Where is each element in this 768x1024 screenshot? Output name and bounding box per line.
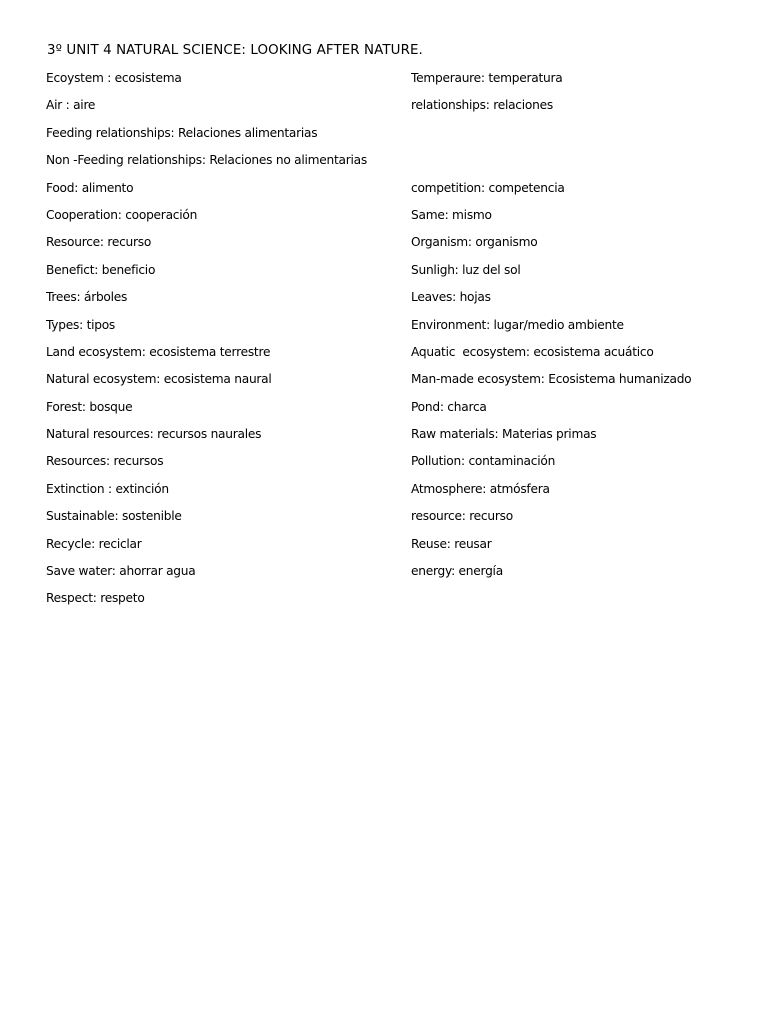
vocabulary-entry-left: Natural ecosystem: ecosistema naural [46,372,272,387]
vocabulary-entry-left: Food: alimento [46,180,134,195]
vocabulary-entry-left: Benefict: beneficio [46,262,156,277]
vocabulary-entry-left: Cooperation: cooperación [46,207,198,222]
vocabulary-entry-right: Raw materials: Materias primas [411,427,597,442]
vocabulary-entry-left: Sustainable: sostenible [46,509,182,524]
vocabulary-entry-right: Temperaure: temperatura [411,71,563,85]
vocabulary-row [46,261,746,288]
vocabulary-row [46,507,746,534]
vocabulary-entry-left: Respect: respeto [46,591,145,606]
vocabulary-row [46,370,746,397]
vocabulary-entry-right: Organism: organismo [411,235,538,250]
vocabulary-row [46,124,746,151]
vocabulary-row [46,316,746,343]
vocabulary-entry-right: Atmosphere: atmósfera [411,481,550,496]
vocabulary-row [46,535,746,562]
vocabulary-row [46,425,746,452]
vocabulary-entry-left: Non -Feeding relationships: Relaciones no alimentarias [46,153,367,168]
vocabulary-entry-right: Reuse: reusar [411,536,492,551]
vocabulary-row [46,151,746,178]
vocabulary-row [46,589,746,616]
vocabulary-row [46,452,746,479]
vocabulary-entry-right: relationships: relaciones [411,98,553,113]
vocabulary-entry-right: Aquatic ecosystem: ecosistema acuático [411,344,654,359]
vocabulary-entry-right: Leaves: hojas [411,290,491,305]
vocabulary-entry-left: Air : aire [46,98,96,113]
vocabulary-entry-left: Feeding relationships: Relaciones alimentarias [46,125,318,140]
vocabulary-entry-right: energy: energía [411,564,503,579]
vocabulary-row [46,343,746,370]
vocabulary-entry-right: Man-made ecosystem: Ecosistema humanizado [411,372,692,387]
vocabulary-row [46,179,746,206]
vocabulary-entry-right: Pond: charca [411,399,487,414]
vocabulary-row [46,480,746,507]
vocabulary-row [46,233,746,260]
vocabulary-entry-left: Resources: recursos [46,454,164,469]
vocabulary-entry-right: Same: mismo [411,207,492,222]
vocabulary-entry-left: Types: tipos [46,317,116,332]
vocabulary-list [46,69,746,617]
vocabulary-row [46,96,746,123]
vocabulary-entry-right: Sunligh: luz del sol [411,262,521,277]
vocabulary-entry-left: Resource: recurso [46,235,152,250]
vocabulary-entry-left: Land ecosystem: ecosistema terrestre [46,344,271,359]
vocabulary-entry-left: Extinction : extinción [46,481,169,496]
document-title: 3º UNIT 4 NATURAL SCIENCE: LOOKING AFTER NATURE. [47,43,423,58]
vocabulary-row [46,398,746,425]
vocabulary-entry-left: Forest: bosque [46,399,133,414]
vocabulary-entry-left: Trees: árboles [46,290,128,305]
vocabulary-entry-left: Recycle: reciclar [46,536,142,551]
vocabulary-entry-right: competition: competencia [411,180,565,195]
vocabulary-entry-left: Natural resources: recursos naurales [46,427,262,442]
vocabulary-row [46,69,746,96]
vocabulary-row [46,206,746,233]
vocabulary-row [46,562,746,589]
vocabulary-entry-left: Ecoystem : ecosistema [46,71,182,85]
vocabulary-entry-right: resource: recurso [411,509,513,524]
vocabulary-row [46,288,746,315]
vocabulary-entry-right: Environment: lugar/medio ambiente [411,317,624,332]
vocabulary-entry-left: Save water: ahorrar agua [46,564,196,579]
vocabulary-entry-right: Pollution: contaminación [411,454,556,469]
